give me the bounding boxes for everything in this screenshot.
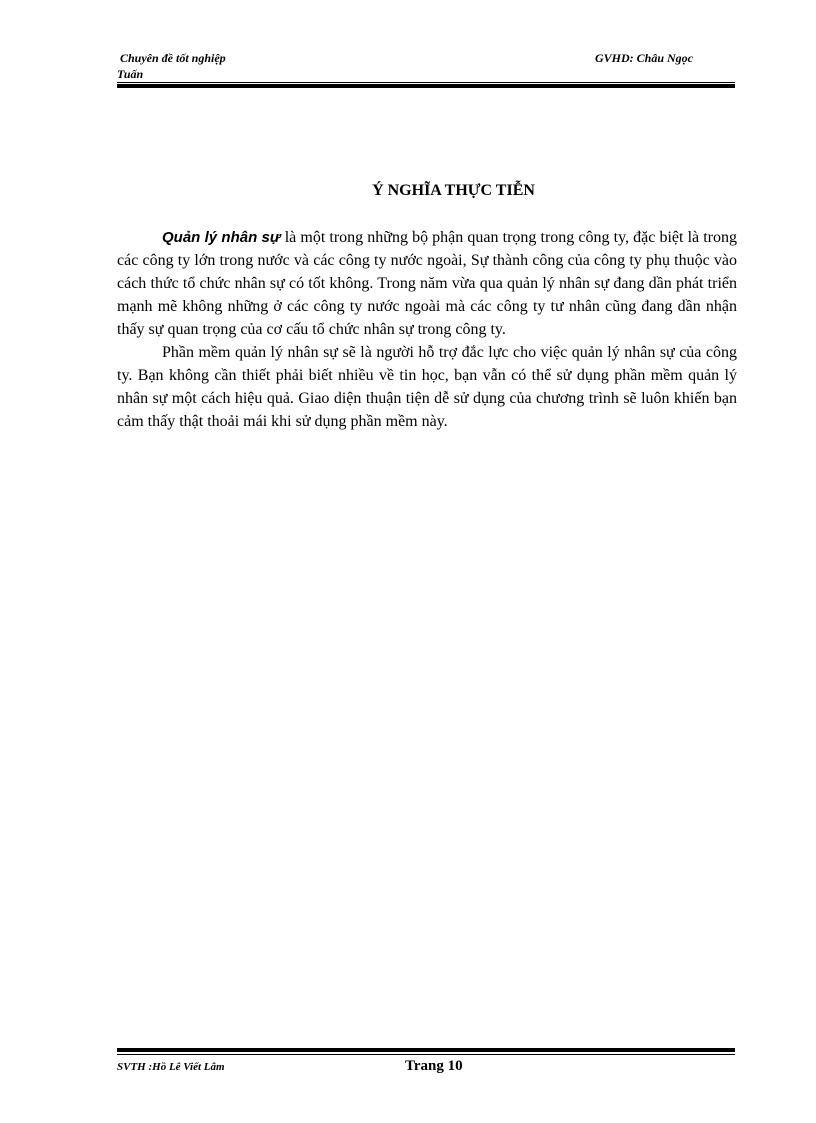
page-title: Ý NGHĨA THỰC TIỄN <box>372 182 535 199</box>
footer-divider-thin <box>117 1054 735 1055</box>
header-advisor: GVHD: Châu Ngọc <box>595 51 694 65</box>
header-divider-thick <box>117 84 735 88</box>
header-divider-thin <box>117 82 735 83</box>
footer-divider-thick <box>117 1048 735 1052</box>
page-header <box>117 50 735 82</box>
paragraph-1 <box>117 226 737 341</box>
footer-author: SVTH :Hồ Lê Viết Lâm <box>117 1061 225 1073</box>
paragraph-1-emphasis: Quản lý nhân sự <box>162 229 281 246</box>
header-advisor-surname: Tuấn <box>117 67 144 81</box>
paragraph-1-text: là một trong những bộ phận quan trọng trong công ty, đặc biệt là trong các công ty lớn trong nước và các công ty nước ngoài, Sự thành công của công ty phụ thuộc vào cách thức tổ chức nhân sự có tốt không. Trong năm vừa qua quản lý nhân sự đang dần phát triển mạnh mẽ không những ở các công ty nước ngoài mà các công ty tư nhân cũng đang dần nhận thấy sự quan trọng của cơ cấu tổ chức nhân sự trong công ty. <box>117 229 738 338</box>
page-number: Trang 10 <box>405 1058 463 1074</box>
body-content <box>117 226 737 433</box>
header-course-title: Chuyên đề tốt nghiệp <box>120 51 226 65</box>
paragraph-2: Phần mềm quản lý nhân sự sẽ là người hỗ trợ đắc lực cho việc quản lý nhân sự của công ty. Bạn không cần thiết phải biết nhiều về tin học, bạn vẫn có thể sử dụng phần mềm quản lý nhân sự một cách hiệu quả. Giao diện thuận tiện dễ sử dụng của chương trình sẽ luôn khiến bạn cảm thấy thật thoải mái khi sử dụng phần mềm này. <box>117 344 737 430</box>
